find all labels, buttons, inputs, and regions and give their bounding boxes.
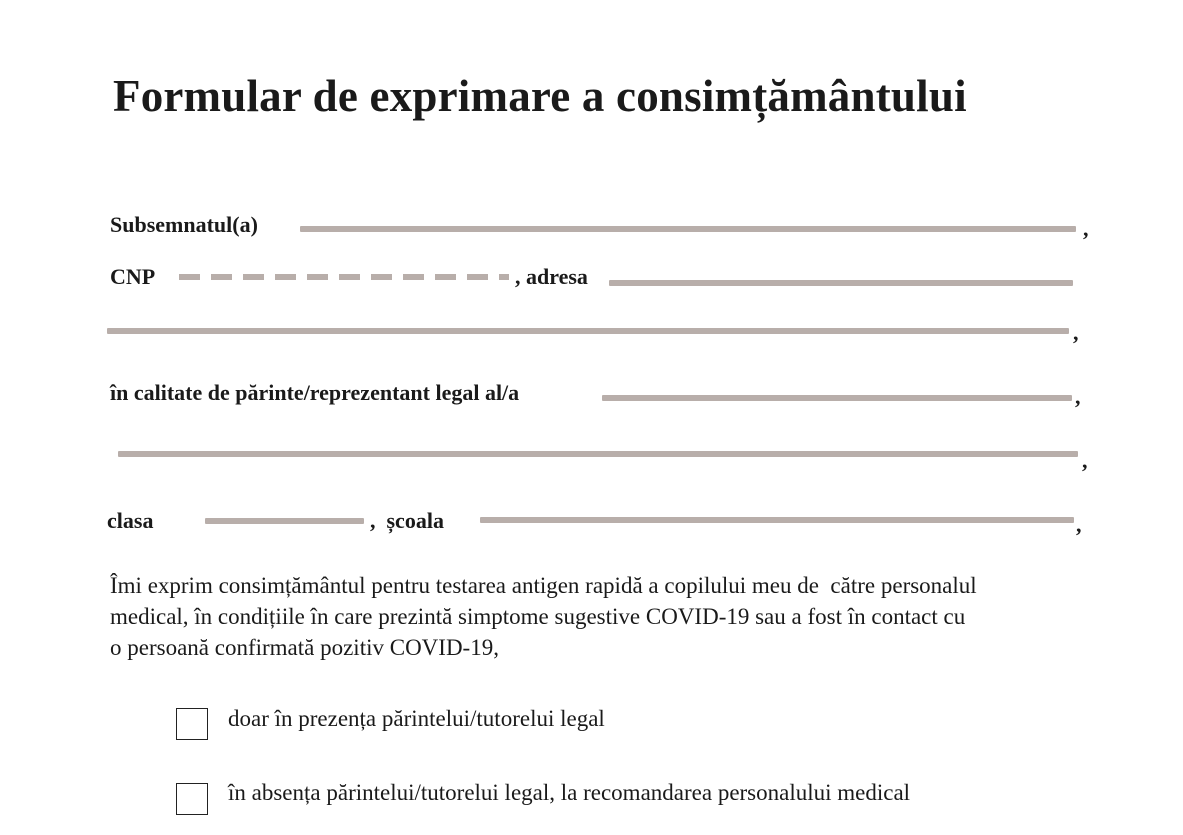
clasa-input-line[interactable] (205, 518, 364, 524)
option-presence-label: doar în prezența părintelui/tutorelui legal (228, 706, 605, 731)
comma: , (1083, 216, 1089, 241)
adresa-input-line[interactable] (609, 280, 1073, 286)
scoala-label: , școala (370, 508, 444, 533)
calitate-label: în calitate de părinte/reprezentant legal al/a (110, 380, 520, 405)
cnp-label: CNP (110, 264, 156, 289)
option-presence-checkbox[interactable] (176, 708, 208, 740)
clasa-label: clasa (107, 508, 154, 533)
statement-line: Îmi exprim consimțământul pentru testarea antigen rapidă a copilului meu de către personalul (110, 573, 977, 598)
calitate-input-line[interactable] (602, 395, 1072, 401)
consent-statement (110, 570, 1110, 663)
option-absence-checkbox[interactable] (176, 783, 208, 815)
adresa-continuation-line[interactable] (107, 328, 1069, 334)
comma: , (1076, 512, 1082, 537)
subsemnatul-label: Subsemnatul(a) (110, 212, 258, 237)
option-absence-label: în absența părintelui/tutorelui legal, la recomandarea personalului medical (228, 780, 911, 805)
comma: , (1075, 384, 1081, 409)
adresa-label: , adresa (515, 264, 588, 289)
scoala-input-line[interactable] (480, 517, 1074, 523)
cnp-input-line[interactable] (179, 274, 509, 280)
subsemnatul-input-line[interactable] (300, 226, 1076, 232)
child-name-line[interactable] (118, 451, 1078, 457)
form-title: Formular de exprimare a consimțământului (113, 71, 967, 121)
statement-line: o persoană confirmată pozitiv COVID-19, (110, 635, 499, 660)
comma: , (1082, 448, 1088, 473)
statement-line: medical, în condițiile în care prezintă simptome sugestive COVID-19 sau a fost în contact cu (110, 604, 966, 629)
comma: , (1073, 320, 1079, 345)
